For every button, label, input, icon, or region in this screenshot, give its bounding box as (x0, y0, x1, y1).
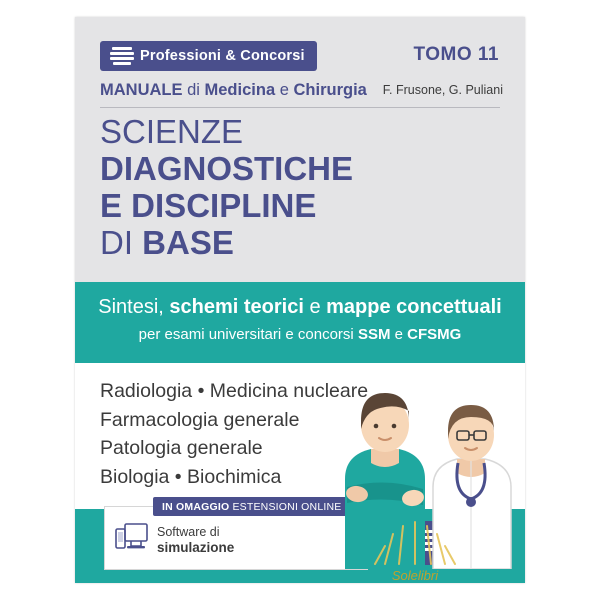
manual-label (100, 81, 367, 100)
title-line-2: DIAGNOSTICHE (100, 150, 354, 187)
subject-item-4: Biologia • Biochimica (100, 465, 282, 488)
series-badge (100, 41, 317, 71)
subtitle-1-a: Sintesi, (98, 296, 164, 318)
manual-medicina: Medicina (204, 81, 276, 99)
subject-item-2: Farmacologia generale (100, 408, 300, 431)
subtitle-line-2 (75, 326, 525, 343)
subtitle-2-a: per esami universitari e concorsi (138, 326, 358, 343)
subtitle-line-1 (75, 296, 525, 319)
cover-lower-panel (75, 363, 525, 583)
software-promo-text (157, 525, 234, 556)
subject-item-1: Radiologia • Medicina nucleare (100, 380, 369, 402)
cover-header (75, 41, 525, 71)
series-badge-label: Professioni & Concorsi (140, 48, 305, 64)
title-line-4 (100, 224, 505, 261)
promo-badge-light: ESTENSIONI ONLINE (229, 500, 342, 513)
manual-di: di (182, 81, 205, 99)
title-line-4-light: DI (100, 224, 143, 261)
promo-badge-bold: IN OMAGGIO (162, 500, 230, 513)
monitor-device-icon (115, 521, 149, 553)
header-divider (100, 107, 500, 108)
promo-badge (153, 497, 350, 516)
subtitle-1-c: e (309, 296, 327, 318)
manual-e: e (275, 81, 294, 99)
subtitle-2-c: e (390, 326, 408, 343)
manual-word: MANUALE (100, 81, 183, 99)
authors-label: F. Frusone, G. Puliani (382, 83, 503, 97)
subject-item-3: Patologia generale (100, 437, 263, 459)
book-lines-icon (110, 47, 134, 65)
subtitle-2-b: SSM (357, 326, 391, 343)
subtitle-1-b: schemi teorici (163, 296, 310, 318)
title-line-1: SCIENZE (100, 113, 244, 150)
volume-label: TOMO 11 (413, 44, 499, 65)
page-title (100, 113, 505, 261)
subjects-list (100, 377, 368, 491)
promo-badge-label (162, 501, 341, 513)
manual-row (100, 81, 503, 101)
subtitle-1-d: mappe concettuali (326, 296, 502, 318)
subtitle-band (75, 282, 525, 363)
book-cover (75, 17, 525, 583)
manual-chirurgia: Chirurgia (293, 81, 367, 99)
title-line-3: E DISCIPLINE (100, 187, 317, 224)
subtitle-2-d: CFSMG (407, 326, 462, 343)
software-line-2: simulazione (157, 540, 235, 555)
title-line-4-bold: BASE (142, 224, 234, 261)
software-line-1: Software di (157, 525, 220, 539)
watermark-label: Solelibri (391, 568, 439, 583)
